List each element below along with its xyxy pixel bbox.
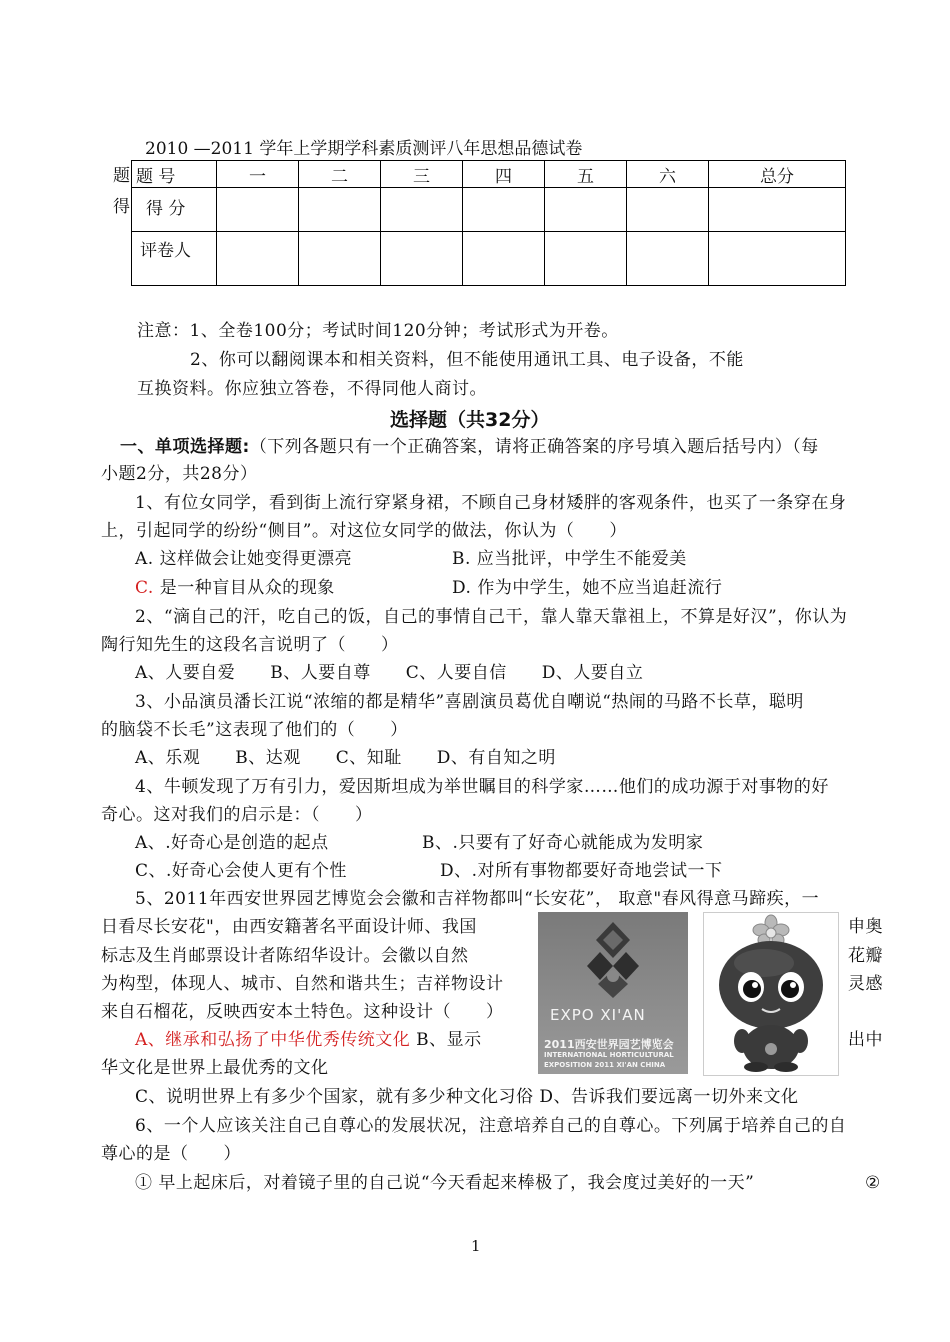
q6-item-1: ① 早上起床后，对着镜子里的自己说“今天看起来棒极了，我会度过美好的一天” bbox=[135, 1173, 755, 1193]
mascot-image bbox=[703, 912, 839, 1076]
grader-cell[interactable] bbox=[217, 232, 299, 286]
score-cell[interactable] bbox=[299, 188, 381, 232]
q3-options: A、乐观 B、达观 C、知耻 D、有自知之明 bbox=[135, 748, 556, 768]
mascot-icon bbox=[704, 913, 838, 1075]
q5-line-7: 华文化是世界上最优秀的文化 bbox=[101, 1058, 329, 1078]
q5-line-6 bbox=[135, 1030, 482, 1050]
expo-en-line-2: EXPOSITION 2011 XI'AN CHINA bbox=[544, 1061, 666, 1069]
q2-line-2: 陶行知先生的这段名言说明了（ ） bbox=[101, 635, 399, 655]
grader-cell[interactable] bbox=[463, 232, 545, 286]
part-instruction: （下列各题只有一个正确答案，请将正确答案的序号填入题后括号内）（每 bbox=[249, 437, 819, 457]
q5-line-1: 5、2011年西安世界园艺博览会会徽和吉祥物都叫“长安花”， 取意"春风得意马蹄疾，一 bbox=[135, 889, 820, 909]
note-line-1: 注意：1、全卷100分；考试时间120分钟；考试形式为开卷。 bbox=[137, 321, 619, 341]
q1-line-2: 上，引起同学的纷纷“侧目”。对这位女同学的做法，你认为（ ） bbox=[101, 521, 627, 541]
score-row-label: 得 分 bbox=[132, 188, 217, 232]
score-cell[interactable] bbox=[463, 188, 545, 232]
header-cell: 题 号 bbox=[132, 161, 217, 188]
q2-line-1: 2、“滴自己的汗，吃自己的饭，自己的事情自己干，靠人靠天靠祖上，不算是好汉”，你认为 bbox=[135, 607, 848, 627]
q4-option-c: C、.好奇心会使人更有个性 bbox=[135, 861, 347, 881]
expo-logo-image bbox=[538, 912, 688, 1074]
score-cell[interactable] bbox=[381, 188, 463, 232]
q4-option-a: A、.好奇心是创造的起点 bbox=[135, 833, 329, 853]
grader-cell[interactable] bbox=[627, 232, 709, 286]
note-line-2: 2、你可以翻阅课本和相关资料，但不能使用通讯工具、电子设备，不能 bbox=[190, 350, 744, 370]
q6-item-2-mark: ② bbox=[865, 1173, 881, 1193]
page-number: 1 bbox=[471, 1237, 481, 1255]
expo-text: EXPO XI'AN bbox=[550, 1006, 646, 1024]
q5-line-5: 来自石榴花，反映西安本土特色。这种设计（ ） bbox=[101, 1002, 504, 1022]
side-label-2: 得 bbox=[113, 197, 131, 217]
header-cell: 二 bbox=[299, 161, 381, 188]
q1-option-c bbox=[135, 578, 335, 598]
q5-line-4: 为构型，体现人、城市、自然和谐共生；吉祥物设计 bbox=[101, 974, 504, 994]
q1-line-1: 1、有位女同学，看到街上流行穿紧身裙，不顾自己身材矮胖的客观条件，也买了一条穿在身 bbox=[135, 493, 847, 513]
q1-option-c-text: 是一种盲目从众的现象 bbox=[153, 578, 335, 598]
q1-option-c-letter: C. bbox=[135, 578, 154, 598]
q4-line-1: 4、牛顿发现了万有引力，爱因斯坦成为举世瞩目的科学家……他们的成功源于对事物的好 bbox=[135, 777, 829, 797]
q5-line-4-right: 灵感 bbox=[848, 974, 883, 994]
grader-cell[interactable] bbox=[299, 232, 381, 286]
q5-line-2-right: 申奥 bbox=[848, 917, 883, 937]
score-cell[interactable] bbox=[709, 188, 846, 232]
grader-cell[interactable] bbox=[381, 232, 463, 286]
q1-option-a: A. 这样做会让她变得更漂亮 bbox=[135, 549, 353, 569]
grader-cell[interactable] bbox=[545, 232, 627, 286]
q4-option-b: B、.只要有了好奇心就能成为发明家 bbox=[422, 833, 704, 853]
q4-line-2: 奇心。这对我们的启示是：（ ） bbox=[101, 805, 373, 825]
q4-option-d: D、.对所有事物都要好奇地尝试一下 bbox=[440, 861, 723, 881]
q5-option-b: B、显示 bbox=[410, 1030, 482, 1050]
part-label: 一、单项选择题: bbox=[120, 437, 250, 457]
q5-line-6-right: 出中 bbox=[848, 1030, 883, 1050]
grader-cell[interactable] bbox=[709, 232, 846, 286]
expo-cn-text: 2011西安世界园艺博览会 bbox=[544, 1038, 674, 1051]
header-cell: 五 bbox=[545, 161, 627, 188]
header-cell: 六 bbox=[627, 161, 709, 188]
section-heading: 选择题（共32分） bbox=[390, 409, 550, 431]
score-cell[interactable] bbox=[217, 188, 299, 232]
q5-line-3: 标志及生肖邮票设计者陈绍华设计。会徽以自然 bbox=[101, 946, 469, 966]
score-cell[interactable] bbox=[627, 188, 709, 232]
q5-line-8: C、说明世界上有多少个国家，就有多少种文化习俗 D、告诉我们要远离一切外来文化 bbox=[135, 1087, 799, 1107]
q3-line-2: 的脑袋不长毛”这表现了他们的（ ） bbox=[101, 720, 408, 740]
part-instruction-cont: 小题2分，共28分） bbox=[101, 464, 258, 484]
header-cell: 总分 bbox=[709, 161, 846, 188]
grader-row-label: 评卷人 bbox=[132, 232, 217, 286]
q2-options: A、人要自爱 B、人要自尊 C、人要自信 D、人要自立 bbox=[135, 663, 644, 683]
note-line-3: 互换资料。你应独立答卷，不得同他人商讨。 bbox=[137, 379, 487, 399]
q5-line-2: 日看尽长安花"，由西安籍著名平面设计师、我国 bbox=[101, 917, 477, 937]
header-cell: 四 bbox=[463, 161, 545, 188]
q1-option-d: D. 作为中学生，她不应当追赶流行 bbox=[452, 578, 723, 598]
q6-line-2: 尊心的是（ ） bbox=[101, 1144, 241, 1164]
q5-option-a: A、继承和弘扬了中华优秀传统文化 bbox=[135, 1030, 411, 1050]
q1-option-b: B. 应当批评，中学生不能爱美 bbox=[452, 549, 687, 569]
side-label-1: 题 bbox=[113, 166, 131, 186]
header-cell: 一 bbox=[217, 161, 299, 188]
q6-line-1: 6、一个人应该关注自己自尊心的发展状况，注意培养自己的自尊心。下列属于培养自己的自 bbox=[135, 1116, 847, 1136]
exam-title: 2010 —2011 学年上学期学科素质测评八年思想品德试卷 bbox=[145, 139, 583, 159]
q5-line-3-right: 花瓣 bbox=[848, 946, 883, 966]
header-cell: 三 bbox=[381, 161, 463, 188]
expo-en-line-1: INTERNATIONAL HORTICULTURAL bbox=[544, 1051, 674, 1059]
q3-line-1: 3、小品演员潘长江说“浓缩的都是精华”喜剧演员葛优自嘲说“热闹的马路不长草，聪明 bbox=[135, 692, 804, 712]
score-cell[interactable] bbox=[545, 188, 627, 232]
score-table bbox=[131, 160, 846, 286]
